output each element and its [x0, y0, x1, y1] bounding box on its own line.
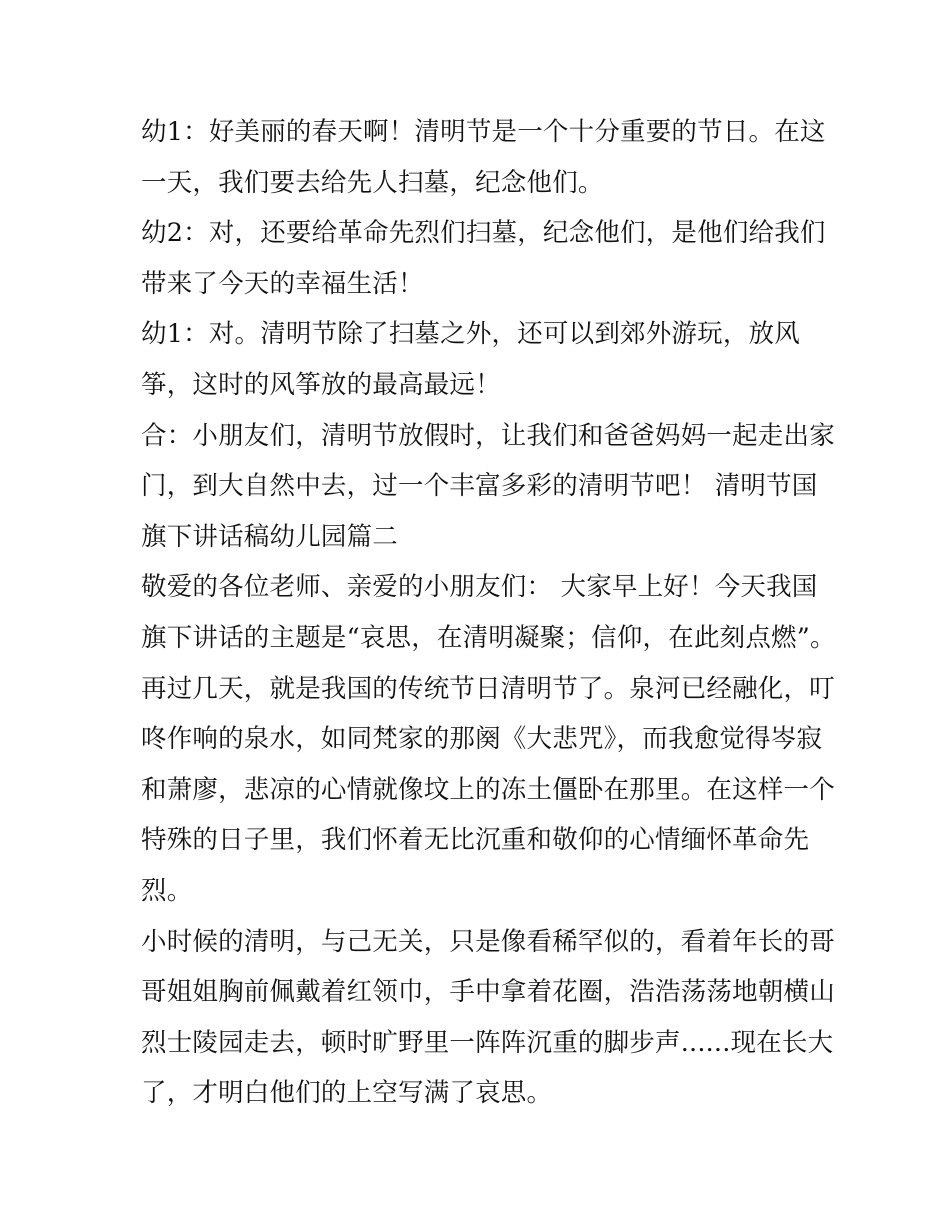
- text-line-20: 了，才明白他们的上空写满了哀思。: [141, 1078, 553, 1109]
- text-line-2: 一天，我们要去给先人扫墓，纪念他们。: [141, 167, 604, 198]
- text-line-12: 再过几天，就是我国的传统节日清明节了。泉河已经融化，叮: [141, 673, 835, 704]
- text-line-4: 带来了今天的幸福生活！: [141, 268, 424, 299]
- text-line-13: 咚作响的泉水，如同梵家的那阕《大悲咒》，而我愈觉得岑寂: [141, 724, 823, 755]
- text-line-11: 旗下讲话的主题是“哀思，在清明凝聚；信仰，在此刻点燃”。: [141, 622, 836, 653]
- text-line-17: 小时候的清明，与己无关，只是像看稀罕似的，看着年长的哥: [141, 926, 835, 957]
- text-line-18: 哥姐姐胸前佩戴着红领巾，手中拿着花圈，浩浩荡荡地朝横山: [141, 977, 835, 1008]
- text-line-16: 烈。: [141, 875, 193, 906]
- text-line-8: 门，到大自然中去，过一个丰富多彩的清明节吧！ 清明节国: [141, 471, 818, 502]
- text-line-15: 特殊的日子里，我们怀着无比沉重和敬仰的心情缅怀革命先: [141, 825, 810, 856]
- text-line-19: 烈士陵园走去，顿时旷野里一阵阵沉重的脚步声......现在长大: [141, 1027, 834, 1058]
- text-line-10: 敬爱的各位老师、亲爱的小朋友们： 大家早上好！今天我国: [141, 572, 818, 603]
- text-line-3: 幼2：对，还要给革命先烈们扫墓，纪念他们，是他们给我们: [141, 218, 826, 249]
- text-line-5: 幼1：对。清明节除了扫墓之外，还可以到郊外游玩，放风: [141, 319, 800, 350]
- text-line-14: 和萧廖，悲凉的心情就像坟上的冻土僵卧在那里。在这样一个: [141, 774, 835, 805]
- document-body: [141, 107, 836, 1119]
- text-line-7: 合：小朋友们，清明节放假时，让我们和爸爸妈妈一起走出家: [141, 420, 835, 451]
- text-line-1: 幼1：好美丽的春天啊！清明节是一个十分重要的节日。在这: [141, 117, 826, 147]
- text-line-9: 旗下讲话稿幼儿园篇二: [141, 521, 399, 552]
- text-line-6: 筝，这时的风筝放的最高最远！: [141, 369, 501, 400]
